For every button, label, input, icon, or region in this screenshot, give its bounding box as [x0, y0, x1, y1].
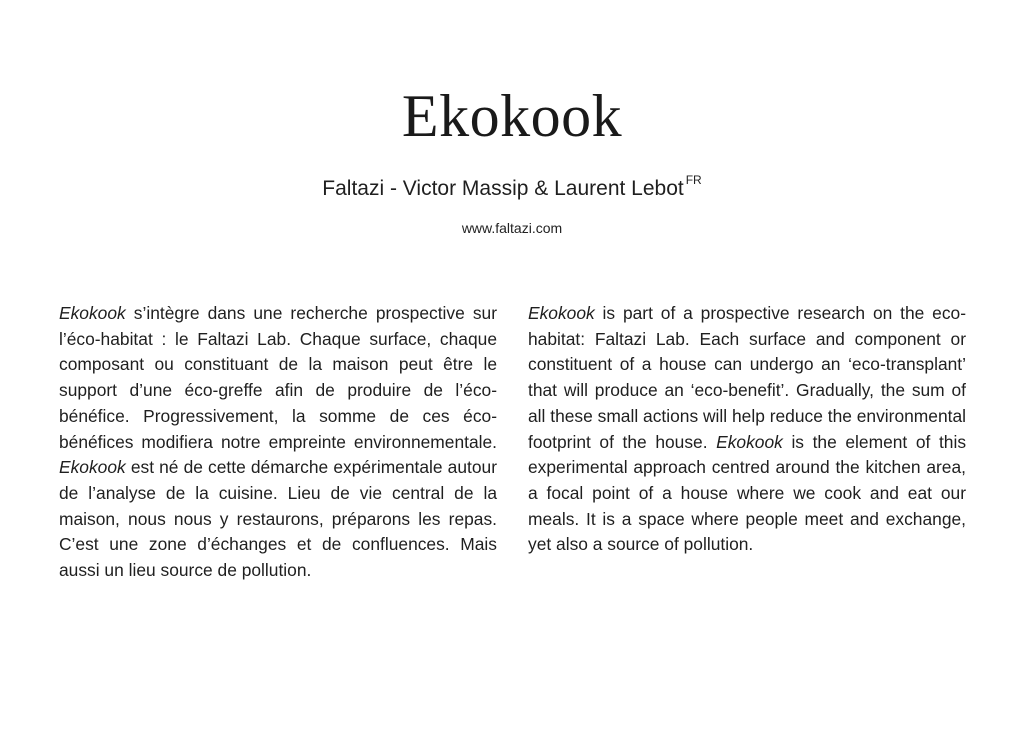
country-code: FR [685, 173, 702, 187]
french-text-part2: est né de cette démarche expérimentale autour de l’analyse de la cuisine. Lieu de vie central de la maison, nous nous y restaurons, préparons les repas. C’est une zone d’échanges et de confluences. Mais aussi un lieu source de pollution. [59, 457, 497, 581]
author-names: Faltazi - Victor Massip & Laurent Lebot [322, 177, 684, 200]
page-title: Ekokook [401, 83, 623, 149]
french-text-column [59, 301, 497, 584]
french-text-part1: s’intègre dans une recherche prospective sur l’éco-habitat : le Faltazi Lab. Chaque surface, chaque composant ou constituant de la maison peut être le support d’une éco-greffe afin de produire de l’éco-bénéfice. Progressivement, la somme de ces éco-bénéfices modifiera notre empreinte environnementale. [59, 303, 497, 452]
english-text-part1: is part of a prospective research on the eco-habitat: Faltazi Lab. Each surface and component or constituent of a house can undergo an ‘eco-transplant’ that will produce an ‘eco-benefit’. Gradually, the sum of all these small actions will help reduce the environmental footprint of the house. [528, 303, 966, 452]
french-intro-emphasis: Ekokook [59, 303, 126, 323]
french-mid-emphasis: Ekokook [59, 457, 126, 478]
website-link[interactable]: www.faltazi.com [461, 220, 563, 236]
author-byline [0, 173, 1024, 200]
english-text-part2: is the element of this experimental approach centred around the kitchen area, a focal point of a house where we cook and eat our meals. It is a space where people meet and exchange, yet also a source of pollution. [528, 431, 967, 555]
english-mid-emphasis: Ekokook [716, 431, 783, 452]
english-text-column [528, 301, 966, 558]
english-paragraph [528, 301, 966, 558]
english-intro-emphasis: Ekokook [528, 303, 595, 323]
french-paragraph [59, 301, 497, 584]
